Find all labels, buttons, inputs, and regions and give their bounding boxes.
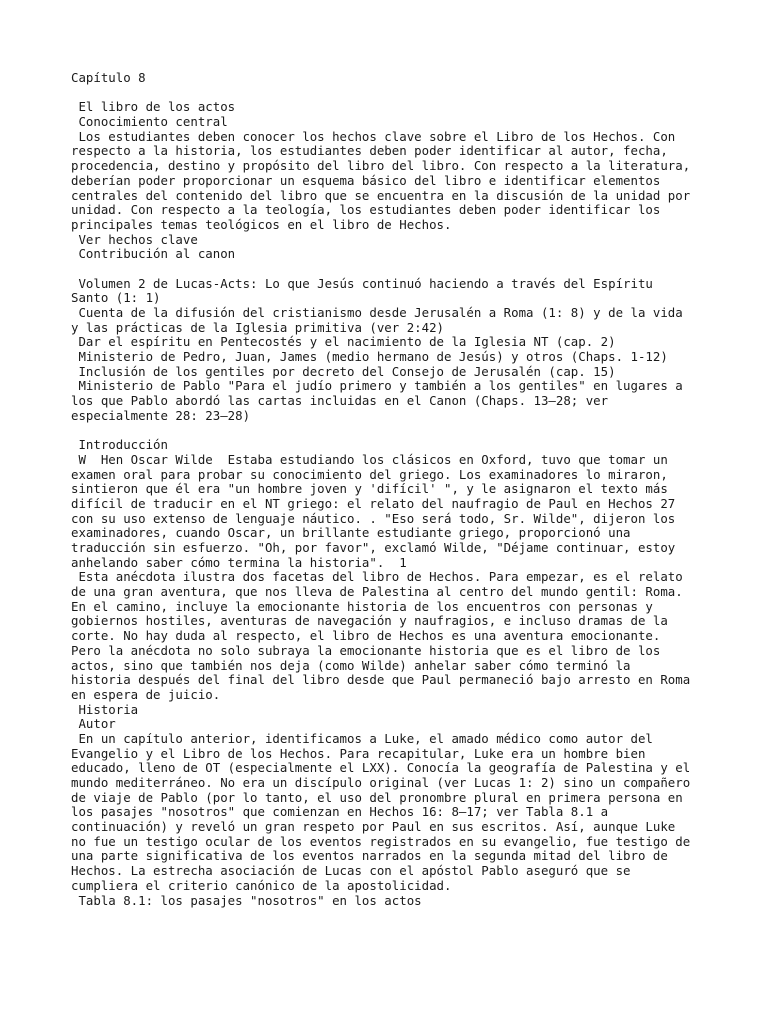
document-page <box>71 71 697 908</box>
text-line: Santo (1: 1) <box>71 290 161 306</box>
text-line: deberían poder proporcionar un esquema básico del libro e identificar elementos <box>71 172 661 188</box>
text-line: Volumen 2 de Lucas-Acts: Lo que Jesús continuó haciendo a través del Espíritu <box>71 275 653 291</box>
text-line: Esta anécdota ilustra dos facetas del libro de Hechos. Para empezar, es el relato <box>71 569 683 585</box>
text-line: no fue un testigo ocular de los eventos registrados en su evangelio, fue testigo de <box>71 833 691 849</box>
text-line: traducción sin esfuerzo. "Oh, por favor", exclamó Wilde, "Déjame continuar, estoy <box>71 540 676 555</box>
text-line: especialmente 28: 23–28) <box>71 407 251 423</box>
text-line: principales temas teológicos en el libro de Hechos. <box>71 216 452 232</box>
text-line: Dar el espíritu en Pentecostés y el nacimiento de la Iglesia NT (cap. 2) <box>71 334 616 350</box>
text-line: Ministerio de Pablo "Para el judío primero y también a los gentiles" en lugares a <box>71 378 683 394</box>
text-line: educado, lleno de OT (especialmente el LXX). Conocía la geografía de Palestina y el <box>71 760 691 776</box>
text-line: historia después del final del libro desde que Paul permaneció bajo arresto en Roma <box>71 672 691 688</box>
text-line: centrales del contenido del libro que se encuentra en la discusión de la unidad por <box>71 187 691 203</box>
text-line: en espera de juicio. <box>71 686 221 702</box>
text-line: los que Pablo abordó las cartas incluidas en el Canon (Chaps. 13–28; ver <box>71 393 609 409</box>
text-line: continuación) y reveló un gran respeto por Paul en sus escritos. Así, aunque Luke <box>71 819 676 835</box>
text-line: con su uso extenso de lenguaje náutico. . "Eso será todo, Sr. Wilde", dijeron los <box>71 510 676 526</box>
text-line: Pero la anécdota no solo subraya la emocionante historia que es el libro de los <box>71 642 661 658</box>
text-line: sintieron que él era "un hombre joven y 'difícil' ", y le asignaron el texto más <box>71 481 668 497</box>
text-line <box>71 262 697 277</box>
text-line: y las prácticas de la Iglesia primitiva (ver 2:42) <box>71 319 444 335</box>
text-line: En el camino, incluye la emocionante historia de los encuentros con personas y <box>71 598 653 614</box>
text-line: Historia <box>71 701 139 717</box>
text-line: una parte significativa de los eventos narrados en la segunda mitad del libro de <box>71 848 668 864</box>
text-line: examinadores, cuando Oscar, un brillante estudiante griego, proporcionó una <box>71 525 631 541</box>
text-line: los pasajes "nosotros" que comienzan en Hechos 16: 8–17; ver Tabla 8.1 a <box>71 804 609 820</box>
text-line <box>71 86 697 101</box>
text-line: Conocimiento central <box>71 114 228 130</box>
text-line: Autor <box>71 716 116 732</box>
text-line: Hechos. La estrecha asociación de Lucas con el apóstol Pablo aseguró que se <box>71 863 631 879</box>
text-line: unidad. Con respecto a la teología, los estudiantes deben poder identificar los <box>71 202 661 218</box>
text-line: Ver hechos clave <box>71 231 198 247</box>
text-line: Cuenta de la difusión del cristianismo desde Jerusalén a Roma (1: 8) y de la vida <box>71 305 683 320</box>
text-line: mundo mediterráneo. No era un discípulo original (ver Lucas 1: 2) sino un compañero <box>71 775 691 790</box>
text-line: procedencia, destino y propósito del libro del libro. Con respecto a la literatura, <box>71 158 691 174</box>
text-line: cumpliera el criterio canónico de la apostolicidad. <box>71 877 452 893</box>
text-line: de viaje de Pablo (por lo tanto, el uso del pronombre plural en primera persona en <box>71 789 683 805</box>
text-line <box>71 424 697 439</box>
text-line: En un capítulo anterior, identificamos a Luke, el amado médico como autor del <box>71 730 653 746</box>
text-line: W Hen Oscar Wilde Estaba estudiando los clásicos en Oxford, tuvo que tomar un <box>71 451 668 467</box>
text-line: Capítulo 8 <box>71 70 146 85</box>
text-line: Contribución al canon <box>71 246 236 262</box>
text-line: difícil de traducir en el NT griego: el relato del naufragio de Paul en Hechos 27 <box>71 495 676 511</box>
text-line: anhelando saber cómo termina la historia". 1 <box>71 554 407 570</box>
text-line: Evangelio y el Libro de los Hechos. Para recapitular, Luke era un hombre bien <box>71 745 646 761</box>
text-line: de una gran aventura, que nos lleva de Palestina al centro del mundo gentil: Roma. <box>71 584 683 600</box>
text-line: respecto a la historia, los estudiantes deben poder identificar al autor, fecha, <box>71 143 668 159</box>
text-line: Introducción <box>71 437 168 453</box>
text-line: El libro de los actos <box>71 99 236 115</box>
text-line: Inclusión de los gentiles por decreto del Consejo de Jerusalén (cap. 15) <box>71 363 616 379</box>
text-line: corte. No hay duda al respecto, el libro de Hechos es una aventura emocionante. <box>71 628 661 644</box>
text-line: actos, sino que también nos deja (como Wilde) anhelar saber cómo terminó la <box>71 657 631 673</box>
text-line: gobiernos hostiles, aventuras de navegación y naufragios, e incluso dramas de la <box>71 613 668 629</box>
text-line: Los estudiantes deben conocer los hechos clave sobre el Libro de los Hechos. Con <box>71 128 676 144</box>
text-line: Tabla 8.1: los pasajes "nosotros" en los actos <box>71 892 422 908</box>
text-line: examen oral para probar su conocimiento del griego. Los examinadores lo miraron, <box>71 466 668 482</box>
text-line: Ministerio de Pedro, Juan, James (medio hermano de Jesús) y otros (Chaps. 1-12) <box>71 349 668 365</box>
